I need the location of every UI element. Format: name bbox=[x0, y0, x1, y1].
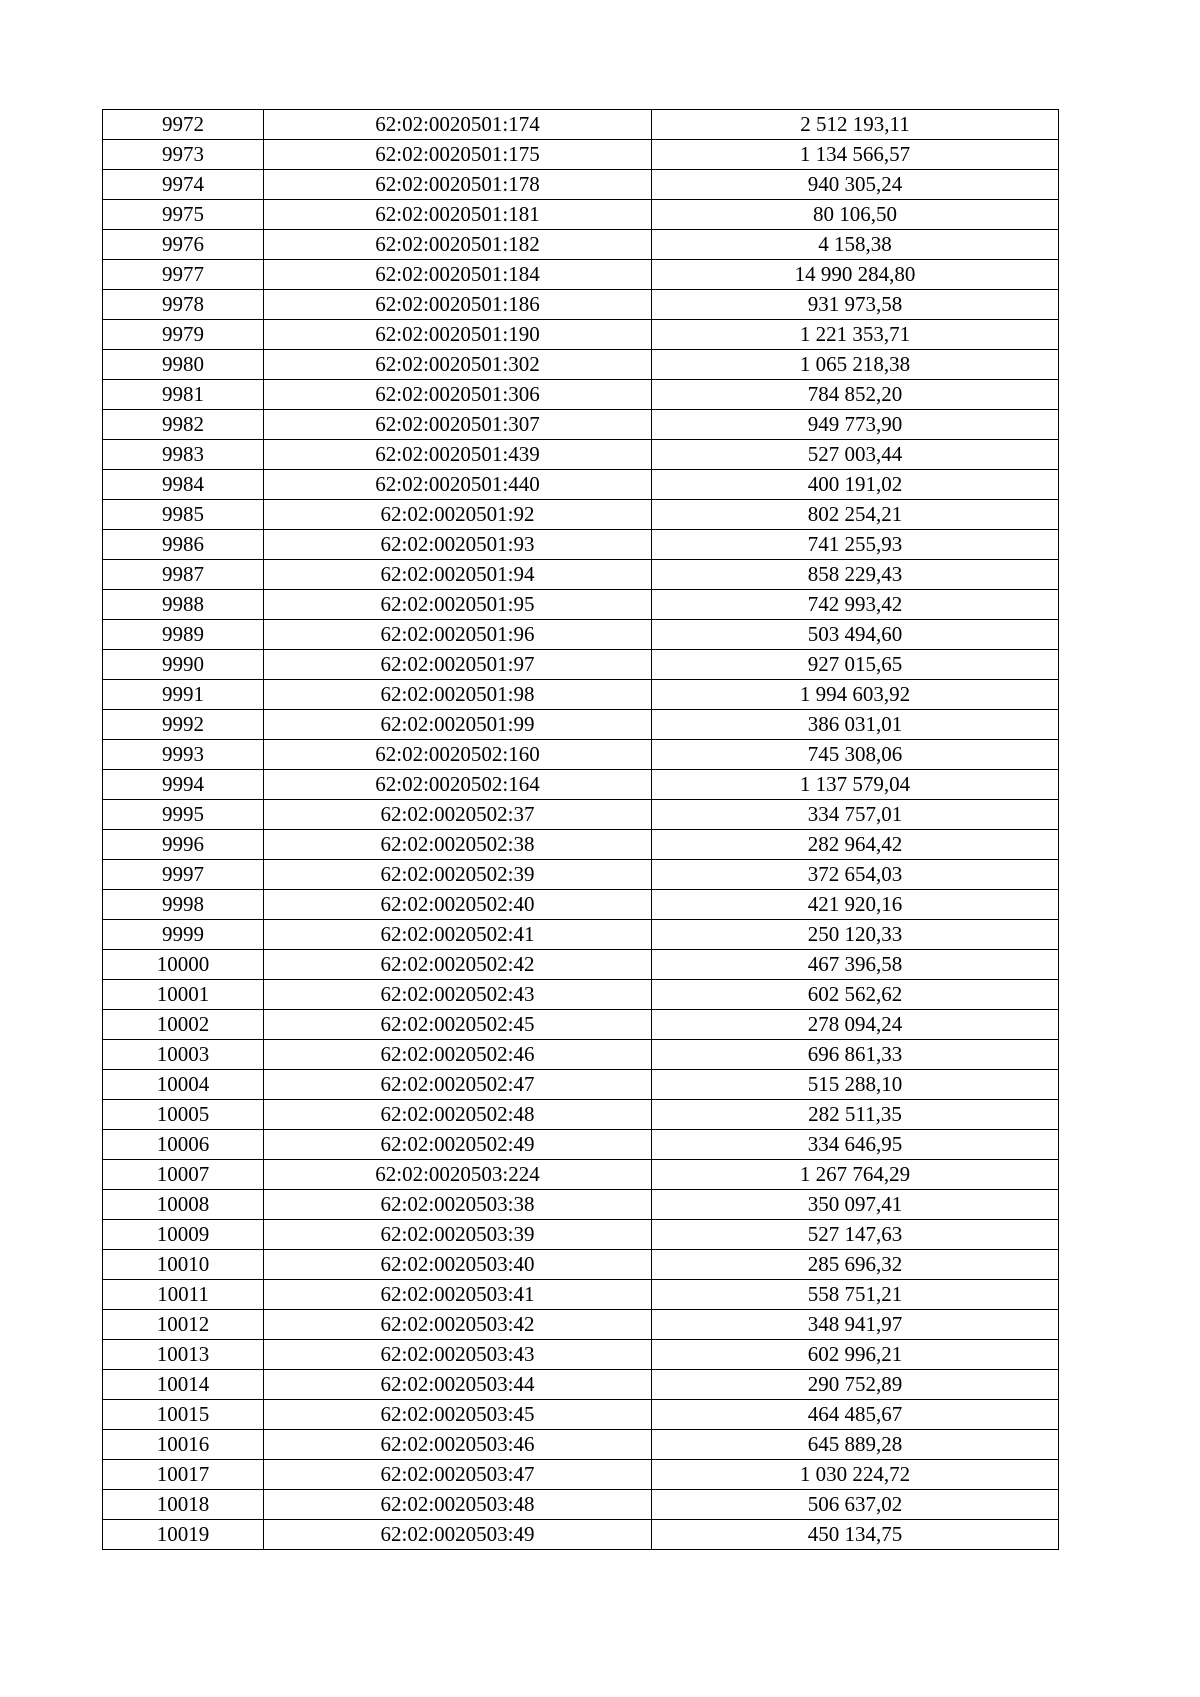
row-number-cell: 9992 bbox=[103, 710, 264, 740]
table-row bbox=[103, 1040, 1059, 1070]
table-row bbox=[103, 920, 1059, 950]
table-row bbox=[103, 260, 1059, 290]
cadastral-number-cell: 62:02:0020502:160 bbox=[264, 740, 652, 770]
cadastral-value-cell: 282 964,42 bbox=[652, 830, 1059, 860]
cadastral-value-cell: 400 191,02 bbox=[652, 470, 1059, 500]
table-row bbox=[103, 1340, 1059, 1370]
cadastral-number-cell: 62:02:0020501:92 bbox=[264, 500, 652, 530]
row-number-cell: 10005 bbox=[103, 1100, 264, 1130]
cadastral-number-cell: 62:02:0020503:49 bbox=[264, 1520, 652, 1550]
cadastral-number-cell: 62:02:0020502:37 bbox=[264, 800, 652, 830]
row-number-cell: 10018 bbox=[103, 1490, 264, 1520]
cadastral-number-cell: 62:02:0020501:302 bbox=[264, 350, 652, 380]
table-row bbox=[103, 1310, 1059, 1340]
cadastral-number-cell: 62:02:0020503:44 bbox=[264, 1370, 652, 1400]
row-number-cell: 10010 bbox=[103, 1250, 264, 1280]
table-row bbox=[103, 200, 1059, 230]
cadastral-number-cell: 62:02:0020501:98 bbox=[264, 680, 652, 710]
cadastral-number-cell: 62:02:0020503:42 bbox=[264, 1310, 652, 1340]
row-number-cell: 10002 bbox=[103, 1010, 264, 1040]
cadastral-value-cell: 515 288,10 bbox=[652, 1070, 1059, 1100]
cadastral-value-cell: 467 396,58 bbox=[652, 950, 1059, 980]
cadastral-number-cell: 62:02:0020502:48 bbox=[264, 1100, 652, 1130]
table-row bbox=[103, 800, 1059, 830]
cadastral-value-cell: 558 751,21 bbox=[652, 1280, 1059, 1310]
cadastral-value-cell: 386 031,01 bbox=[652, 710, 1059, 740]
cadastral-number-cell: 62:02:0020501:178 bbox=[264, 170, 652, 200]
row-number-cell: 10015 bbox=[103, 1400, 264, 1430]
cadastral-number-cell: 62:02:0020503:47 bbox=[264, 1460, 652, 1490]
cadastral-value-cell: 802 254,21 bbox=[652, 500, 1059, 530]
cadastral-value-cell: 350 097,41 bbox=[652, 1190, 1059, 1220]
row-number-cell: 10011 bbox=[103, 1280, 264, 1310]
row-number-cell: 10006 bbox=[103, 1130, 264, 1160]
cadastral-number-cell: 62:02:0020501:175 bbox=[264, 140, 652, 170]
table-row bbox=[103, 950, 1059, 980]
table-row bbox=[103, 770, 1059, 800]
cadastral-number-cell: 62:02:0020501:186 bbox=[264, 290, 652, 320]
cadastral-value-cell: 527 147,63 bbox=[652, 1220, 1059, 1250]
table-row bbox=[103, 1130, 1059, 1160]
table-row bbox=[103, 1160, 1059, 1190]
table-row bbox=[103, 140, 1059, 170]
table-row bbox=[103, 590, 1059, 620]
cadastral-value-cell: 1 065 218,38 bbox=[652, 350, 1059, 380]
row-number-cell: 9991 bbox=[103, 680, 264, 710]
row-number-cell: 10019 bbox=[103, 1520, 264, 1550]
row-number-cell: 10009 bbox=[103, 1220, 264, 1250]
cadastral-value-cell: 282 511,35 bbox=[652, 1100, 1059, 1130]
cadastral-number-cell: 62:02:0020503:43 bbox=[264, 1340, 652, 1370]
row-number-cell: 9972 bbox=[103, 110, 264, 140]
cadastral-number-cell: 62:02:0020501:94 bbox=[264, 560, 652, 590]
row-number-cell: 9986 bbox=[103, 530, 264, 560]
cadastral-number-cell: 62:02:0020501:174 bbox=[264, 110, 652, 140]
row-number-cell: 10000 bbox=[103, 950, 264, 980]
cadastral-number-cell: 62:02:0020501:190 bbox=[264, 320, 652, 350]
cadastral-value-cell: 80 106,50 bbox=[652, 200, 1059, 230]
table-row bbox=[103, 1070, 1059, 1100]
cadastral-value-cell: 931 973,58 bbox=[652, 290, 1059, 320]
table-row bbox=[103, 1370, 1059, 1400]
cadastral-value-cell: 278 094,24 bbox=[652, 1010, 1059, 1040]
table-row bbox=[103, 110, 1059, 140]
cadastral-number-cell: 62:02:0020503:38 bbox=[264, 1190, 652, 1220]
table-row bbox=[103, 1220, 1059, 1250]
cadastral-number-cell: 62:02:0020503:39 bbox=[264, 1220, 652, 1250]
row-number-cell: 9993 bbox=[103, 740, 264, 770]
cadastral-number-cell: 62:02:0020501:99 bbox=[264, 710, 652, 740]
table-row bbox=[103, 560, 1059, 590]
row-number-cell: 10003 bbox=[103, 1040, 264, 1070]
row-number-cell: 9984 bbox=[103, 470, 264, 500]
row-number-cell: 9982 bbox=[103, 410, 264, 440]
cadastral-value-cell: 858 229,43 bbox=[652, 560, 1059, 590]
cadastral-number-cell: 62:02:0020501:95 bbox=[264, 590, 652, 620]
cadastral-number-cell: 62:02:0020501:97 bbox=[264, 650, 652, 680]
table-row bbox=[103, 650, 1059, 680]
cadastral-number-cell: 62:02:0020502:49 bbox=[264, 1130, 652, 1160]
cadastral-number-cell: 62:02:0020502:46 bbox=[264, 1040, 652, 1070]
row-number-cell: 10017 bbox=[103, 1460, 264, 1490]
cadastral-number-cell: 62:02:0020501:184 bbox=[264, 260, 652, 290]
cadastral-value-cell: 334 757,01 bbox=[652, 800, 1059, 830]
cadastral-number-cell: 62:02:0020502:47 bbox=[264, 1070, 652, 1100]
cadastral-number-cell: 62:02:0020501:182 bbox=[264, 230, 652, 260]
cadastral-value-cell: 464 485,67 bbox=[652, 1400, 1059, 1430]
cadastral-value-cell: 949 773,90 bbox=[652, 410, 1059, 440]
row-number-cell: 9974 bbox=[103, 170, 264, 200]
cadastral-value-cell: 334 646,95 bbox=[652, 1130, 1059, 1160]
cadastral-value-cell: 1 137 579,04 bbox=[652, 770, 1059, 800]
table-row bbox=[103, 710, 1059, 740]
cadastral-number-cell: 62:02:0020503:40 bbox=[264, 1250, 652, 1280]
row-number-cell: 9979 bbox=[103, 320, 264, 350]
row-number-cell: 9995 bbox=[103, 800, 264, 830]
cadastral-number-cell: 62:02:0020502:40 bbox=[264, 890, 652, 920]
cadastral-value-cell: 421 920,16 bbox=[652, 890, 1059, 920]
row-number-cell: 10016 bbox=[103, 1430, 264, 1460]
row-number-cell: 9977 bbox=[103, 260, 264, 290]
table-row bbox=[103, 1010, 1059, 1040]
row-number-cell: 9989 bbox=[103, 620, 264, 650]
cadastral-value-cell: 745 308,06 bbox=[652, 740, 1059, 770]
row-number-cell: 9987 bbox=[103, 560, 264, 590]
cadastral-value-cell: 290 752,89 bbox=[652, 1370, 1059, 1400]
row-number-cell: 9999 bbox=[103, 920, 264, 950]
row-number-cell: 9973 bbox=[103, 140, 264, 170]
table-row bbox=[103, 740, 1059, 770]
table-row bbox=[103, 410, 1059, 440]
cadastral-value-cell: 250 120,33 bbox=[652, 920, 1059, 950]
row-number-cell: 9975 bbox=[103, 200, 264, 230]
cadastral-value-cell: 1 994 603,92 bbox=[652, 680, 1059, 710]
row-number-cell: 9976 bbox=[103, 230, 264, 260]
cadastral-number-cell: 62:02:0020501:96 bbox=[264, 620, 652, 650]
cadastral-value-cell: 1 267 764,29 bbox=[652, 1160, 1059, 1190]
cadastral-number-cell: 62:02:0020502:164 bbox=[264, 770, 652, 800]
table-row bbox=[103, 440, 1059, 470]
cadastral-value-cell: 602 562,62 bbox=[652, 980, 1059, 1010]
row-number-cell: 9997 bbox=[103, 860, 264, 890]
row-number-cell: 9994 bbox=[103, 770, 264, 800]
row-number-cell: 10014 bbox=[103, 1370, 264, 1400]
table-row bbox=[103, 500, 1059, 530]
table-row bbox=[103, 1460, 1059, 1490]
row-number-cell: 9983 bbox=[103, 440, 264, 470]
table-row bbox=[103, 170, 1059, 200]
table-row bbox=[103, 1190, 1059, 1220]
table-row bbox=[103, 860, 1059, 890]
table-row bbox=[103, 980, 1059, 1010]
cadastral-number-cell: 62:02:0020501:93 bbox=[264, 530, 652, 560]
table-row bbox=[103, 470, 1059, 500]
table-row bbox=[103, 1100, 1059, 1130]
table-row bbox=[103, 230, 1059, 260]
cadastral-number-cell: 62:02:0020503:45 bbox=[264, 1400, 652, 1430]
cadastral-value-cell: 742 993,42 bbox=[652, 590, 1059, 620]
cadastral-number-cell: 62:02:0020501:440 bbox=[264, 470, 652, 500]
cadastral-number-cell: 62:02:0020501:439 bbox=[264, 440, 652, 470]
cadastral-value-cell: 784 852,20 bbox=[652, 380, 1059, 410]
row-number-cell: 10007 bbox=[103, 1160, 264, 1190]
row-number-cell: 9990 bbox=[103, 650, 264, 680]
table-row bbox=[103, 1280, 1059, 1310]
row-number-cell: 10004 bbox=[103, 1070, 264, 1100]
cadastral-value-cell: 4 158,38 bbox=[652, 230, 1059, 260]
cadastral-value-cell: 503 494,60 bbox=[652, 620, 1059, 650]
table-row bbox=[103, 890, 1059, 920]
cadastral-value-cell: 741 255,93 bbox=[652, 530, 1059, 560]
cadastral-value-cell: 527 003,44 bbox=[652, 440, 1059, 470]
cadastral-value-cell: 348 941,97 bbox=[652, 1310, 1059, 1340]
cadastral-number-cell: 62:02:0020501:307 bbox=[264, 410, 652, 440]
cadastral-value-cell: 927 015,65 bbox=[652, 650, 1059, 680]
cadastral-value-cell: 14 990 284,80 bbox=[652, 260, 1059, 290]
table-row bbox=[103, 830, 1059, 860]
row-number-cell: 9998 bbox=[103, 890, 264, 920]
row-number-cell: 10013 bbox=[103, 1340, 264, 1370]
cadastral-value-cell: 2 512 193,11 bbox=[652, 110, 1059, 140]
row-number-cell: 10008 bbox=[103, 1190, 264, 1220]
cadastral-value-cell: 696 861,33 bbox=[652, 1040, 1059, 1070]
table-row bbox=[103, 350, 1059, 380]
row-number-cell: 9996 bbox=[103, 830, 264, 860]
cadastral-number-cell: 62:02:0020503:41 bbox=[264, 1280, 652, 1310]
cadastral-number-cell: 62:02:0020501:181 bbox=[264, 200, 652, 230]
table-row bbox=[103, 1490, 1059, 1520]
row-number-cell: 9981 bbox=[103, 380, 264, 410]
cadastral-number-cell: 62:02:0020503:46 bbox=[264, 1430, 652, 1460]
cadastral-value-cell: 645 889,28 bbox=[652, 1430, 1059, 1460]
cadastral-value-cell: 285 696,32 bbox=[652, 1250, 1059, 1280]
table-row bbox=[103, 1520, 1059, 1550]
table-row bbox=[103, 620, 1059, 650]
cadastral-value-cell: 506 637,02 bbox=[652, 1490, 1059, 1520]
cadastral-number-cell: 62:02:0020503:48 bbox=[264, 1490, 652, 1520]
table-row bbox=[103, 530, 1059, 560]
row-number-cell: 9980 bbox=[103, 350, 264, 380]
row-number-cell: 9988 bbox=[103, 590, 264, 620]
row-number-cell: 9985 bbox=[103, 500, 264, 530]
cadastral-number-cell: 62:02:0020503:224 bbox=[264, 1160, 652, 1190]
cadastral-value-cell: 450 134,75 bbox=[652, 1520, 1059, 1550]
table-row bbox=[103, 1400, 1059, 1430]
row-number-cell: 10012 bbox=[103, 1310, 264, 1340]
cadastral-number-cell: 62:02:0020502:42 bbox=[264, 950, 652, 980]
cadastral-value-cell: 1 221 353,71 bbox=[652, 320, 1059, 350]
cadastral-number-cell: 62:02:0020501:306 bbox=[264, 380, 652, 410]
cadastral-number-cell: 62:02:0020502:39 bbox=[264, 860, 652, 890]
row-number-cell: 10001 bbox=[103, 980, 264, 1010]
cadastral-value-cell: 1 134 566,57 bbox=[652, 140, 1059, 170]
row-number-cell: 9978 bbox=[103, 290, 264, 320]
table-row bbox=[103, 1430, 1059, 1460]
table-row bbox=[103, 1250, 1059, 1280]
cadastral-number-cell: 62:02:0020502:38 bbox=[264, 830, 652, 860]
cadastral-number-cell: 62:02:0020502:43 bbox=[264, 980, 652, 1010]
cadastral-value-table bbox=[102, 109, 1059, 1550]
table-row bbox=[103, 290, 1059, 320]
table-row bbox=[103, 320, 1059, 350]
table-row bbox=[103, 380, 1059, 410]
cadastral-number-cell: 62:02:0020502:45 bbox=[264, 1010, 652, 1040]
cadastral-number-cell: 62:02:0020502:41 bbox=[264, 920, 652, 950]
cadastral-value-cell: 372 654,03 bbox=[652, 860, 1059, 890]
cadastral-value-cell: 1 030 224,72 bbox=[652, 1460, 1059, 1490]
cadastral-value-cell: 602 996,21 bbox=[652, 1340, 1059, 1370]
table-row bbox=[103, 680, 1059, 710]
cadastral-value-cell: 940 305,24 bbox=[652, 170, 1059, 200]
table-body bbox=[103, 110, 1059, 1550]
